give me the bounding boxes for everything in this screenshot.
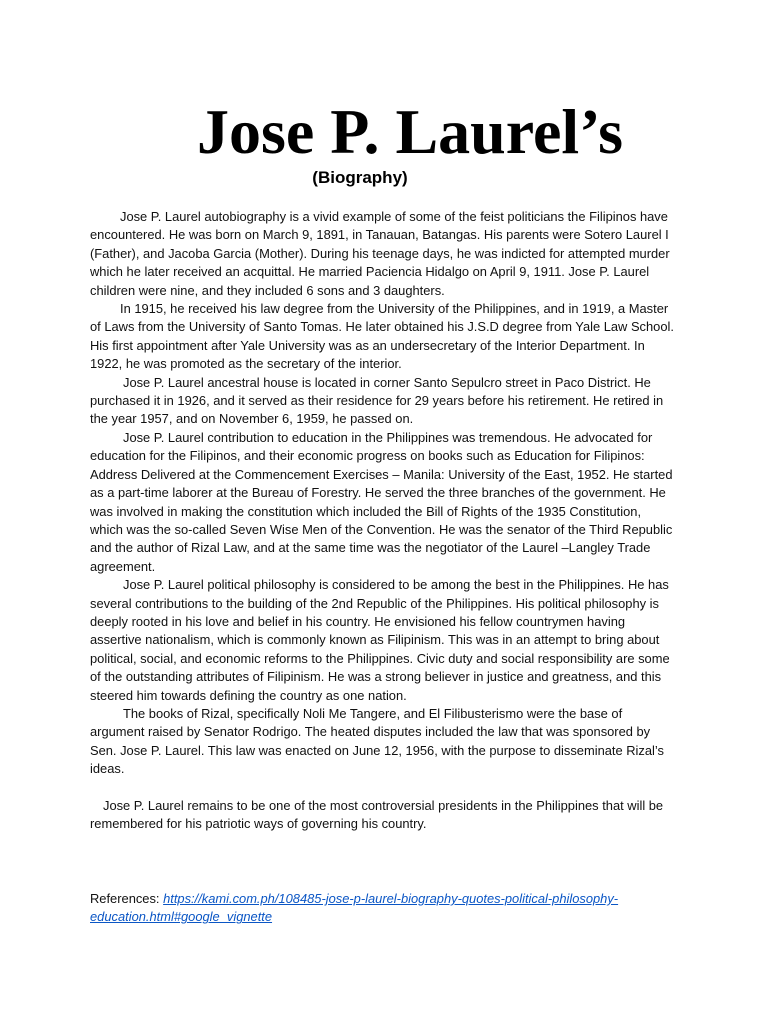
paragraph-education-career: In 1915, he received his law degree from the University of the Philippines, and in 1919, a Master of Laws from the University of Santo Tomas. He later obtained his J.S.D degree from Yale Law School. His first appointment after Yale University was as an undersecretary of the Interior Department. In 1922, he was promoted as the secretary of the interior. <box>90 301 674 372</box>
document-title: Jose P. Laurel’s <box>196 96 624 167</box>
document-subtitle: (Biography) <box>312 168 408 187</box>
references <box>90 890 676 927</box>
paragraph-conclusion: Jose P. Laurel remains to be one of the most controversial presidents in the Philippines that will be remembered for his patriotic ways of governing his country. <box>90 797 664 832</box>
paragraph-ancestral-house: Jose P. Laurel ancestral house is located in corner Santo Sepulcro street in Paco District. He purchased it in 1926, and it served as their residence for 29 years before his retirement. He retired in the year 1957, and on November 6, 1959, he passed on. <box>90 374 664 427</box>
paragraph-contribution-education: Jose P. Laurel contribution to education in the Philippines was tremendous. He advocated for education for the Filipinos, and their economic progress on books such as Education for Filipinos: Address Delivered at the Commencement Exercises – Manila: University of the East, 1952. He started as a part-time laborer at the Bureau of Forestry. He served the three branches of the government. He was involved in making the constitution which included the Bill of Rights of the 1935 Constitution, which was the so-called Seven Wise Men of the Convention. He was the senator of the Third Republic and the author of Rizal Law, and at the same time was the negotiator of the Laurel –Langley Trade agreement. <box>90 429 673 574</box>
paragraph-early-life: Jose P. Laurel autobiography is a vivid example of some of the feist politicians the Filipinos have encountered. He was born on March 9, 1891, in Tanauan, Batangas. His parents were Sotero Laurel I (Father), and Jacoba Garcia (Mother). During his teenage days, he was indicted for attempted murder which he later received an acquittal. He married Paciencia Hidalgo on April 9, 1911. Jose P. Laurel children were nine, and they included 6 sons and 3 daughters. <box>90 209 670 298</box>
references-label: References: <box>90 891 164 906</box>
reference-link[interactable]: https://kami.com.ph/108485-jose-p-laurel-biography-quotes-political-philosophy-education.html#google_vignette <box>90 891 619 925</box>
document-body <box>90 208 676 834</box>
paragraph-rizal-law: The books of Rizal, specifically Noli Me Tangere, and El Filibusterismo were the base of argument raised by Senator Rodrigo. The heated disputes included the law that was sponsored by Sen. Jose P. Laurel. This law was enacted on June 12, 1956, with the purpose to disseminate Rizal’s ideas. <box>90 705 664 777</box>
paragraph-political-philosophy: Jose P. Laurel political philosophy is considered to be among the best in the Philippines. He has several contributions to the building of the 2nd Republic of the Philippines. His political philosophy is deeply rooted in his love and belief in his country. He envisioned his fellow countrymen having assertive nationalism, which is commonly known as Filipinism. This was in an attempt to bring about political, social, and economic reforms to the Philippines. Civic duty and social responsibility are some of the outstanding attributes of Filipinism. He was a strong believer in justice and greatness, and this steered him towards defining the country as one nation. <box>90 577 670 703</box>
